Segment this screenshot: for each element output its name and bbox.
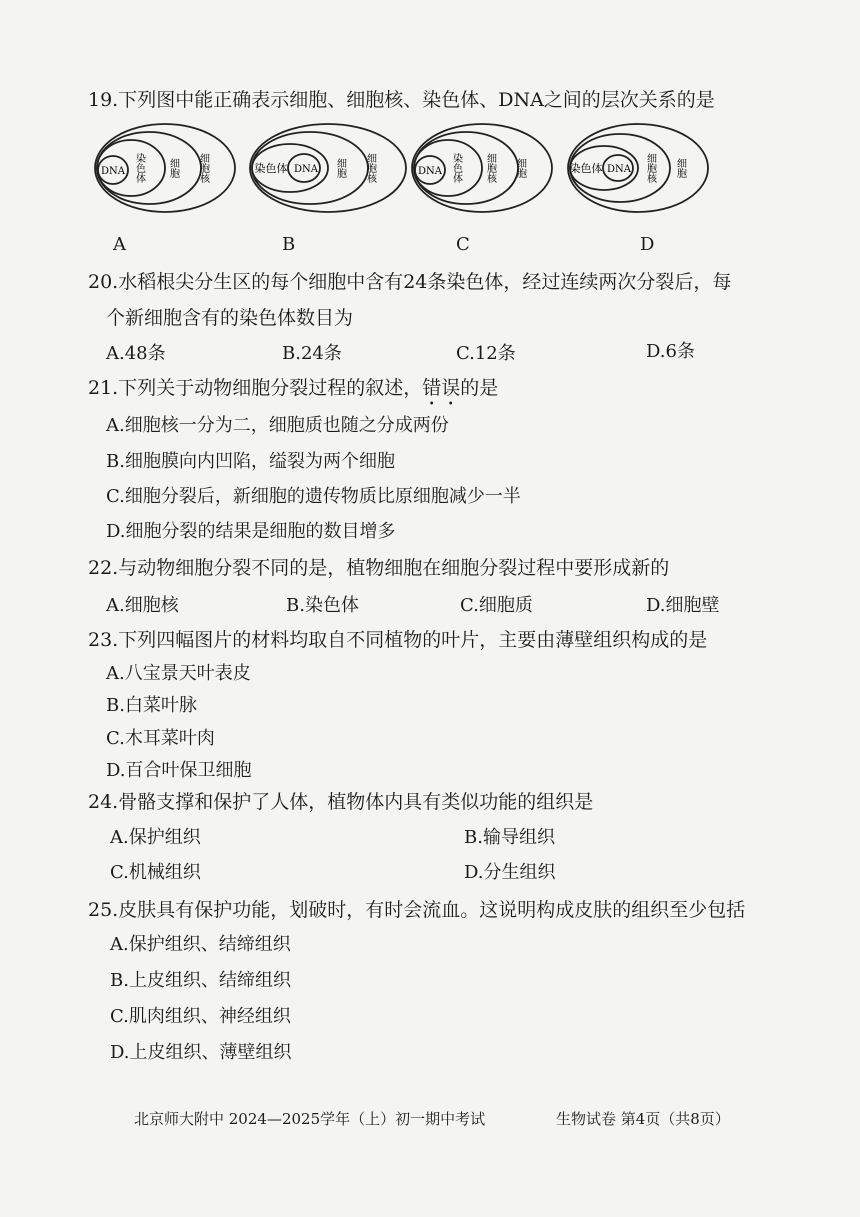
q20-option-b[interactable]: B.24条 xyxy=(282,343,342,364)
q24-option-a[interactable]: A.保护组织 xyxy=(110,827,201,848)
question-21 xyxy=(88,376,498,410)
q23-option-b[interactable]: B.白菜叶脉 xyxy=(106,695,197,716)
q21-option-c[interactable]: C.细胞分裂后，新细胞的遗传物质比原细胞减少一半 xyxy=(106,486,521,507)
q20-option-c[interactable]: C.12条 xyxy=(456,343,516,364)
diagram-d-label-1: 染色体 xyxy=(569,162,603,175)
q21-option-a[interactable]: A.细胞核一分为二，细胞质也随之分成两份 xyxy=(106,415,449,436)
diagram-b-label-3: 细胞 xyxy=(334,158,346,178)
question-23: 23.下列四幅图片的材料均取自不同植物的叶片，主要由薄壁组织构成的是 xyxy=(88,629,708,651)
q23-option-a[interactable]: A.八宝景天叶表皮 xyxy=(106,663,251,684)
footer-page-number: 生物试卷 第4页（共8页） xyxy=(556,1110,730,1128)
question-21-text: 21.下列关于动物细胞分裂过程的叙述， xyxy=(88,377,423,399)
q19-option-a[interactable]: A xyxy=(113,234,126,255)
q22-option-c[interactable]: C.细胞质 xyxy=(460,595,533,616)
diagram-a-label-3: 细胞 xyxy=(167,158,179,178)
q24-option-b[interactable]: B.输导组织 xyxy=(464,827,555,848)
q25-option-d[interactable]: D.上皮组织、薄壁组织 xyxy=(110,1042,292,1063)
q25-option-a[interactable]: A.保护组织、结缔组织 xyxy=(110,934,291,955)
diagram-a xyxy=(93,118,241,218)
q20-option-a[interactable]: A.48条 xyxy=(106,343,166,364)
q24-option-c[interactable]: C.机械组织 xyxy=(110,862,201,883)
q21-option-d[interactable]: D.细胞分裂的结果是细胞的数目增多 xyxy=(106,521,396,542)
diagram-c-label-3: 细胞核 xyxy=(484,153,496,183)
diagram-c xyxy=(410,118,558,218)
q22-option-b[interactable]: B.染色体 xyxy=(286,595,359,616)
diagram-a-label-4: 细胞核 xyxy=(197,153,209,183)
diagram-a-label-2: 染色体 xyxy=(133,153,145,183)
q24-option-d[interactable]: D.分生组织 xyxy=(464,862,556,883)
diagram-b-label-4: 细胞核 xyxy=(364,153,376,183)
question-24: 24.骨骼支撑和保护了人体，植物体内具有类似功能的组织是 xyxy=(88,791,594,813)
q19-option-d[interactable]: D xyxy=(640,234,655,255)
diagram-c-label-1: DNA xyxy=(418,166,442,177)
diagram-a-label-1: DNA xyxy=(101,166,125,177)
question-20-line-1: 20.水稻根尖分生区的每个细胞中含有24条染色体，经过连续两次分裂后，每 xyxy=(88,271,732,293)
question-21-emphasis: 错误 xyxy=(422,377,461,399)
diagram-d-label-2: DNA xyxy=(607,164,631,175)
diagram-d-label-4: 细胞 xyxy=(674,158,686,178)
diagram-b xyxy=(248,118,410,218)
diagram-d xyxy=(566,118,714,218)
q23-option-d[interactable]: D.百合叶保卫细胞 xyxy=(106,760,252,781)
question-21-end: 的是 xyxy=(460,377,499,399)
q22-option-a[interactable]: A.细胞核 xyxy=(106,595,179,616)
question-20-line-2: 个新细胞含有的染色体数目为 xyxy=(106,307,354,329)
diagram-b-label-2: DNA xyxy=(294,164,318,175)
diagram-c-label-4: 细胞 xyxy=(514,158,526,178)
q23-option-c[interactable]: C.木耳菜叶肉 xyxy=(106,728,215,749)
diagram-d-label-3: 细胞核 xyxy=(644,153,656,183)
q19-option-c[interactable]: C xyxy=(456,234,470,255)
q21-option-b[interactable]: B.细胞膜向内凹陷，缢裂为两个细胞 xyxy=(106,451,395,472)
footer-school: 北京师大附中 2024—2025学年（上）初一期中考试 xyxy=(134,1110,486,1128)
diagram-b-label-1: 染色体 xyxy=(254,162,288,175)
q25-option-c[interactable]: C.肌肉组织、神经组织 xyxy=(110,1006,291,1027)
question-19: 19.下列图中能正确表示细胞、细胞核、染色体、DNA之间的层次关系的是 xyxy=(88,89,715,111)
q19-option-b[interactable]: B xyxy=(282,234,296,255)
q22-option-d[interactable]: D.细胞壁 xyxy=(646,595,720,616)
question-25: 25.皮肤具有保护功能，划破时，有时会流血。这说明构成皮肤的组织至少包括 xyxy=(88,899,746,921)
q20-option-d[interactable]: D.6条 xyxy=(646,341,695,362)
question-22: 22.与动物细胞分裂不同的是，植物细胞在细胞分裂过程中要形成新的 xyxy=(88,557,670,579)
diagram-c-label-2: 染色体 xyxy=(450,153,462,183)
q25-option-b[interactable]: B.上皮组织、结缔组织 xyxy=(110,970,291,991)
